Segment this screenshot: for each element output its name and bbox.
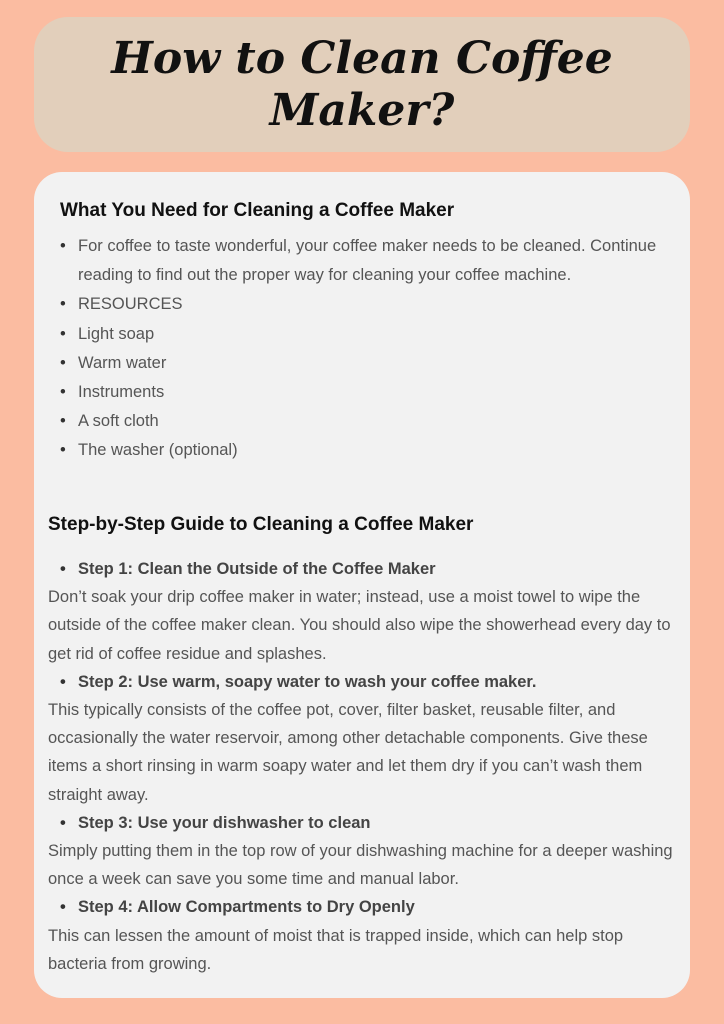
step-text: Simply putting them in the top row of your dishwashing machine for a deeper washing once a week can save you some time and manual labor. [48, 842, 673, 889]
content-card [34, 172, 690, 998]
list-item: • The washer (optional) [78, 436, 688, 465]
list-item: • Instruments [78, 378, 688, 407]
list-item: • For coffee to taste wonderful, your coffee maker needs to be cleaned. Continue reading to find out the proper way for cleaning your coffee machine. [78, 232, 688, 290]
step-title: • Step 3: Use your dishwasher to clean [48, 809, 684, 837]
list-item: • A soft cloth [78, 407, 688, 436]
step-text: Don’t soak your drip coffee maker in water; instead, use a moist towel to wipe the outside of the coffee maker clean. You should also wipe the showerhead every day to get rid of coffee residue and splashes. [48, 588, 671, 663]
page-title: How to Clean Coffee Maker? [111, 32, 613, 136]
step-title: • Step 2: Use warm, soapy water to wash your coffee maker. [48, 668, 684, 696]
step-title: • Step 1: Clean the Outside of the Coffee Maker [48, 555, 684, 583]
title-banner [34, 17, 690, 152]
list-item: • Warm water [78, 349, 688, 378]
list-item: • RESOURCES [78, 290, 688, 319]
step-text: This can lessen the amount of moist that is trapped inside, which can help stop bacteria from growing. [48, 926, 624, 973]
step-text: This typically consists of the coffee pot, cover, filter basket, reusable filter, and occasionally the water reservoir, among other detachable components. Give these items a short rinsing in warm soapy water and let them dry if you can’t wash them straight away. [48, 701, 648, 804]
needs-list [58, 232, 688, 466]
section-heading-needs: What You Need for Cleaning a Coffee Maker [60, 200, 455, 221]
step-title: • Step 4: Allow Compartments to Dry Openly [48, 893, 684, 921]
list-item: • Light soap [78, 320, 688, 349]
section-heading-steps: Step-by-Step Guide to Cleaning a Coffee Maker [48, 514, 474, 535]
steps-list [48, 555, 684, 978]
